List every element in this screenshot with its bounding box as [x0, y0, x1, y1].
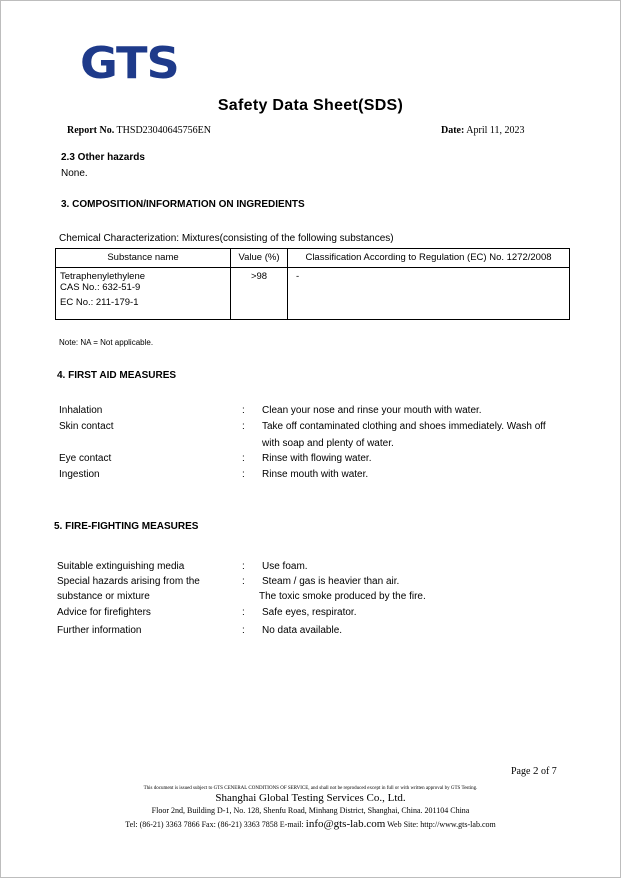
footer-company: Shanghai Global Testing Services Co., Ltd.	[215, 792, 406, 804]
fire-text-special-1: Steam / gas is heavier than air.	[262, 576, 400, 587]
first-aid-text-skin-2: with soap and plenty of water.	[262, 438, 394, 449]
first-aid-text-eye: Rinse with flowing water.	[262, 453, 372, 464]
fire-label-media: Suitable extinguishing media	[57, 561, 185, 572]
composition-note: Note: NA = Not applicable.	[59, 338, 154, 347]
separator: :	[242, 469, 245, 480]
page-total: of 7	[540, 766, 557, 777]
composition-table	[55, 248, 570, 320]
first-aid-label-ingestion: Ingestion	[59, 469, 100, 480]
date-label: Date:	[441, 125, 465, 136]
separator: :	[242, 561, 245, 572]
other-hazards-heading: 2.3 Other hazards	[61, 152, 145, 163]
substance-name: Tetraphenylethylene	[60, 271, 146, 282]
first-aid-text-inhalation: Clean your nose and rinse your mouth with water.	[262, 405, 482, 416]
gts-logo: GTS	[80, 38, 179, 89]
fire-label-special-1: Special hazards arising from the	[57, 576, 200, 587]
first-aid-text-ingestion: Rinse mouth with water.	[262, 469, 369, 480]
col-substance-name: Substance name	[56, 249, 231, 268]
first-aid-text-skin-1: Take off contaminated clothing and shoes immediately. Wash off	[262, 421, 546, 432]
substance-cell	[56, 268, 231, 320]
col-value: Value (%)	[231, 249, 288, 268]
first-aid-heading: 4. FIRST AID MEASURES	[57, 370, 177, 381]
table-header-row	[56, 249, 570, 268]
report-number	[67, 125, 211, 136]
substance-ec: EC No.: 211-179-1	[60, 297, 139, 308]
footer-email[interactable]: info@gts-lab.com	[305, 818, 386, 830]
date-value: April 11, 2023	[466, 125, 525, 136]
page-label: Page	[511, 766, 531, 777]
footer-disclaimer: This document is issued subject to GTS CENERAL CONDITIONS OF SERVICE, and shall not be reproduced except in full or with written approval by GTS Testing.	[143, 786, 478, 791]
footer-tel: Tel: (86-21) 3363 7866 Fax: (86-21) 3363 7858 E-mail:	[125, 820, 304, 829]
first-aid-label-skin: Skin contact	[59, 421, 114, 432]
fire-text-further: No data available.	[262, 625, 343, 636]
fire-fighting-heading: 5. FIRE-FIGHTING MEASURES	[54, 521, 199, 532]
report-label: Report No.	[67, 125, 115, 136]
table-row	[56, 268, 570, 320]
fire-text-advice: Safe eyes, respirator.	[262, 607, 357, 618]
composition-heading: 3. COMPOSITION/INFORMATION ON INGREDIENTS	[61, 199, 305, 210]
footer-contact	[0, 818, 621, 830]
page-current: 2	[532, 765, 539, 777]
separator: :	[242, 405, 245, 416]
fire-label-special-2: substance or mixture	[57, 591, 150, 602]
footer-address: Floor 2nd, Building D-1, No. 128, Shenfu Road, Minhang District, Shanghai, China. 201104 China	[151, 806, 470, 815]
report-date	[441, 125, 525, 136]
footer-web[interactable]: Web Site: http://www.gts-lab.com	[387, 820, 496, 829]
separator: :	[242, 625, 245, 636]
fire-label-advice: Advice for firefighters	[57, 607, 151, 618]
fire-text-media: Use foam.	[262, 561, 308, 572]
first-aid-label-eye: Eye contact	[59, 453, 112, 464]
separator: :	[242, 453, 245, 464]
first-aid-label-inhalation: Inhalation	[59, 405, 103, 416]
col-classification: Classification According to Regulation (EC) No. 1272/2008	[288, 249, 570, 268]
substance-value: >98	[231, 268, 288, 320]
separator: :	[242, 421, 245, 432]
substance-classification: -	[288, 268, 570, 320]
report-value: THSD23040645756EN	[116, 125, 211, 136]
other-hazards-text: None.	[61, 168, 88, 179]
page-number	[511, 765, 557, 777]
separator: :	[242, 607, 245, 618]
chemical-characterization: Chemical Characterization: Mixtures(consisting of the following substances)	[59, 233, 394, 244]
fire-text-special-2: The toxic smoke produced by the fire.	[259, 591, 426, 602]
document-title: Safety Data Sheet(SDS)	[217, 97, 404, 114]
substance-cas: CAS No.: 632-51-9	[60, 282, 141, 293]
separator: :	[242, 576, 245, 587]
fire-label-further: Further information	[57, 625, 142, 636]
